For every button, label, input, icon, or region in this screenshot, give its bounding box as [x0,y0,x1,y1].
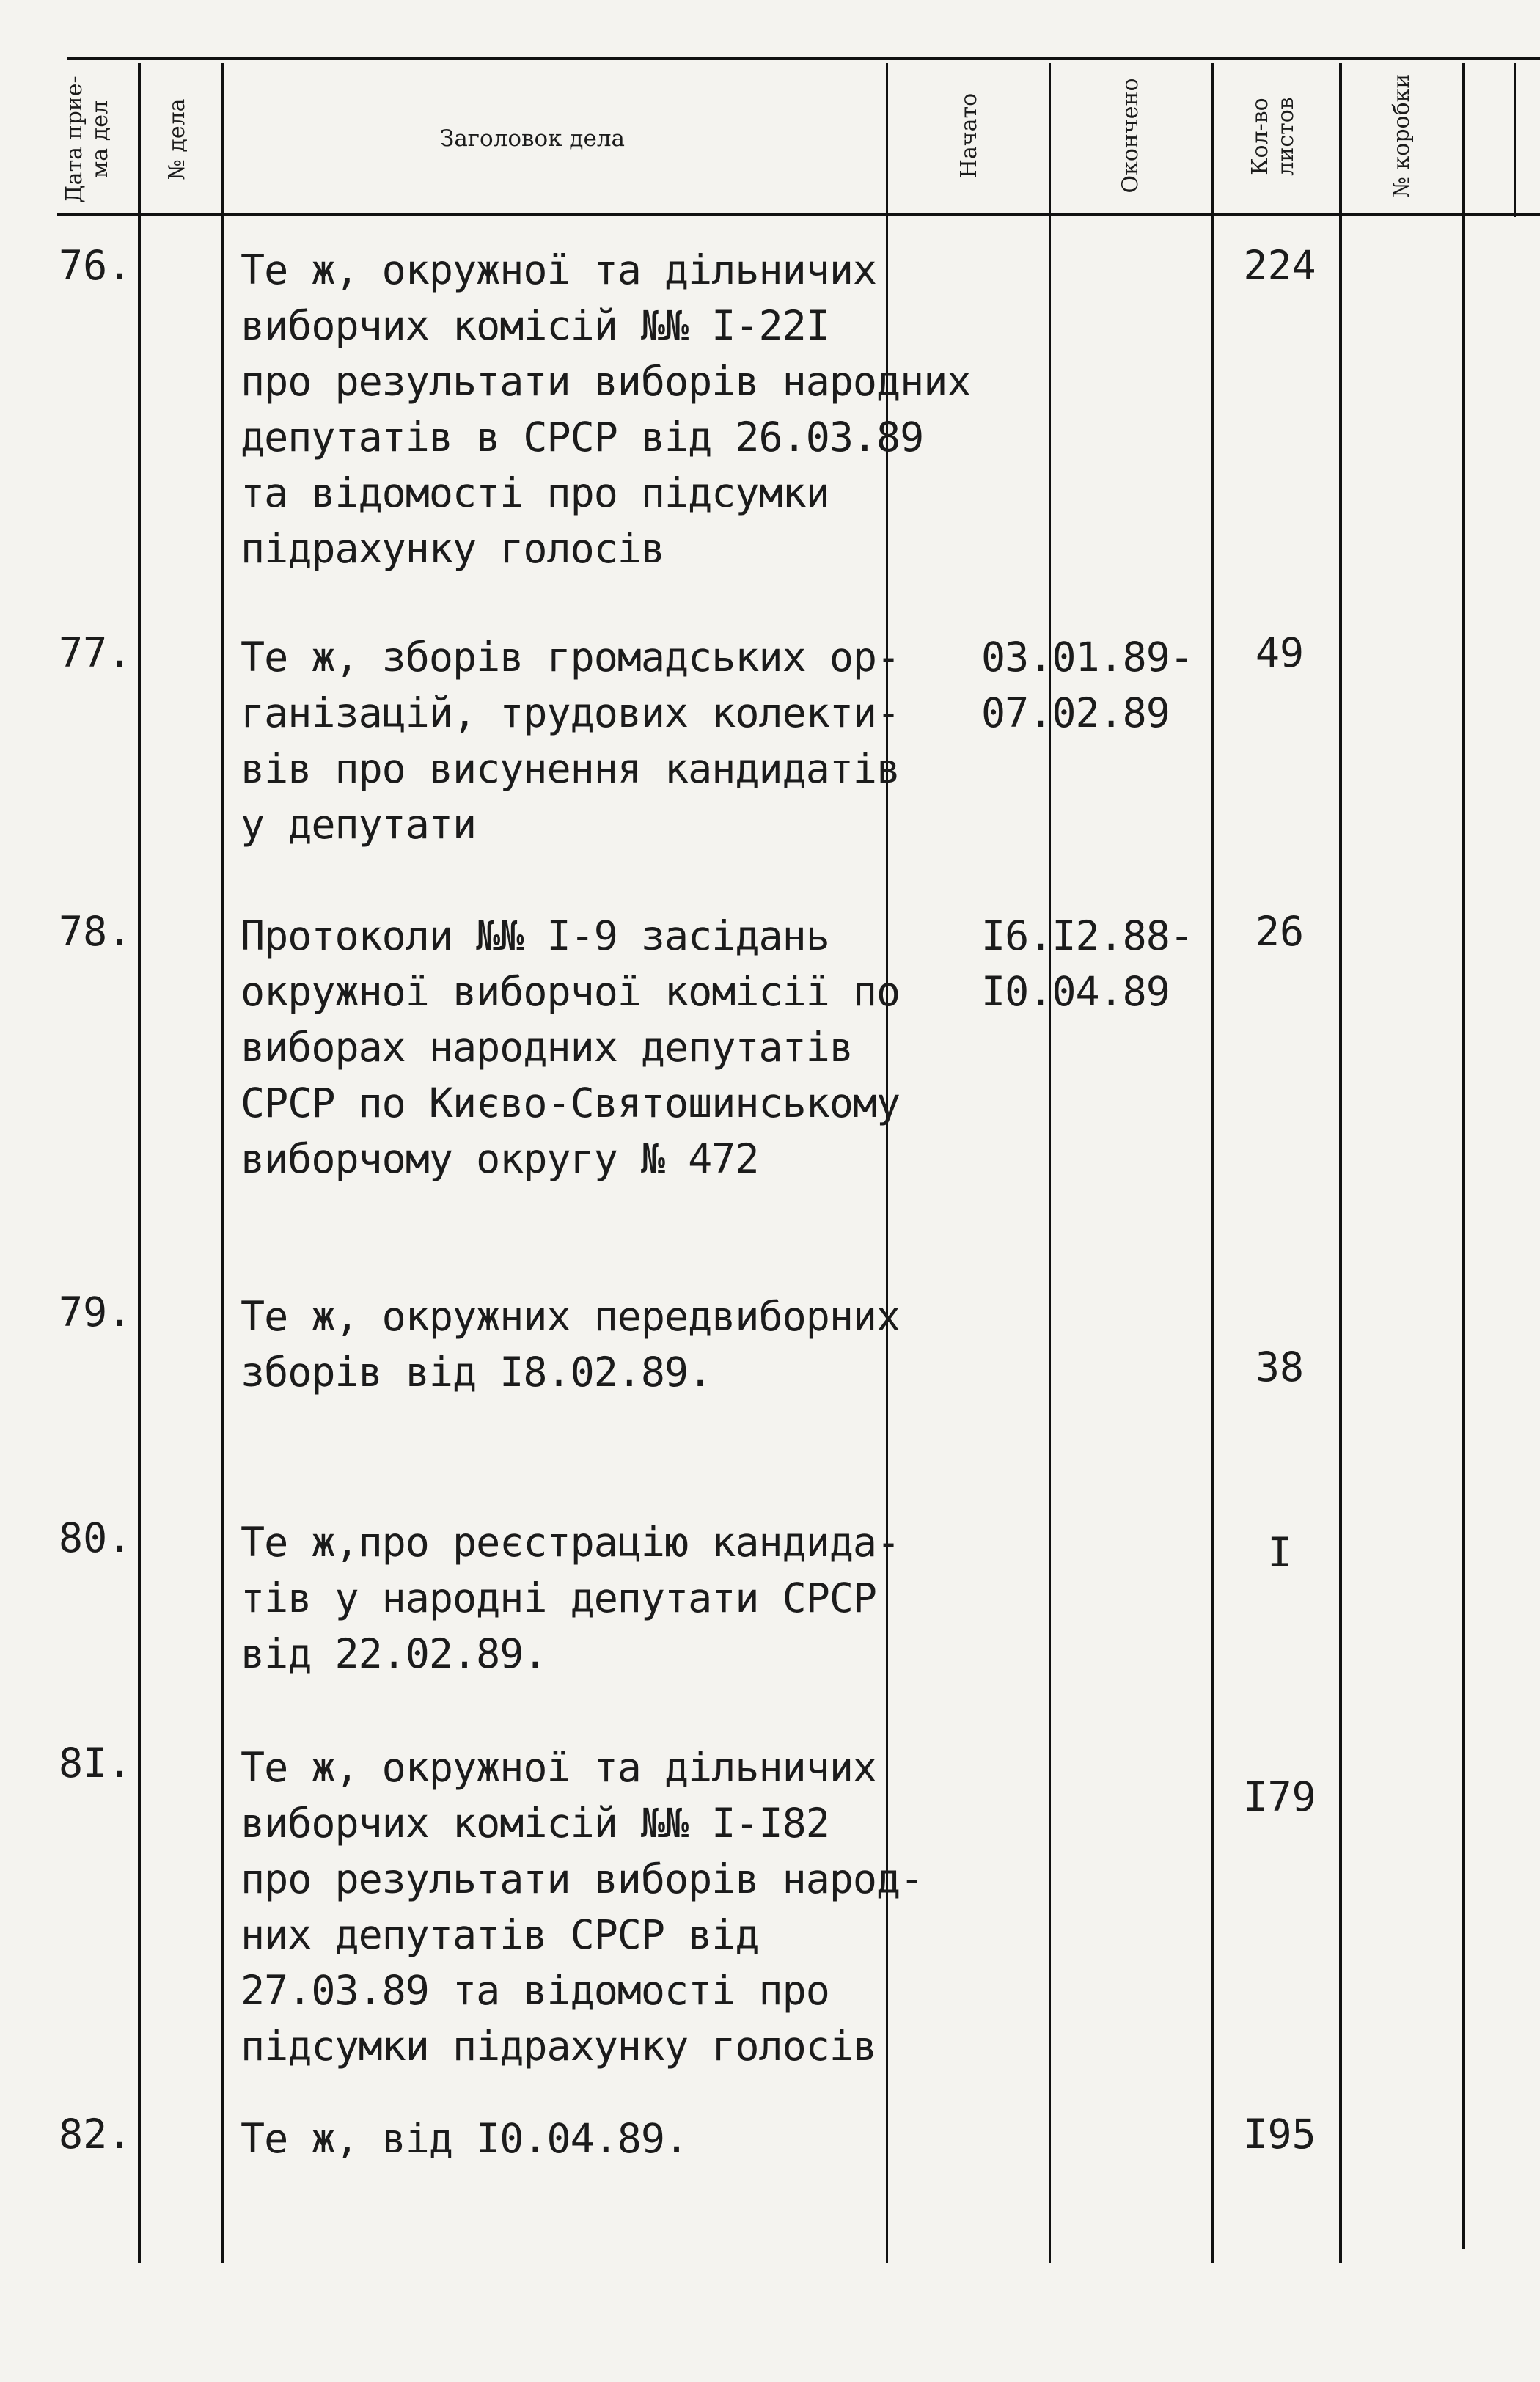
header-finished-label: Окончено [1118,78,1143,194]
row-79-number: 79. [59,1289,132,1335]
header-top-rule [67,57,1540,60]
row-82-title-line: Те ж, від І0.04.89. [241,2115,689,2162]
row-77-date-start: 03.01.89- [981,634,1194,681]
row-78-number: 78. [59,908,132,955]
header-case-number-label: № дела [164,98,190,180]
row-78-title-line: СРСР по Києво-Святошинському [241,1080,901,1126]
row-81-title-line: виборчих комісій №№ І-І82 [241,1800,829,1847]
header-date-received-label: Дата прие- ма дел [62,76,113,203]
row-77-sheets: 49 [1255,629,1305,676]
row-78-title-line: окружної виборчої комісії по [241,968,901,1015]
header-sheets-label: Кол-во листов [1247,97,1299,176]
row-77-number: 77. [59,629,132,676]
row-80-title [241,1514,901,1682]
row-77-dates [981,629,1193,741]
row-82-title [241,2111,901,2166]
header-date-received [62,59,121,220]
row-76-sheets: 224 [1243,242,1316,289]
row-79-title [241,1289,901,1400]
header-started-label: Начато [956,92,982,179]
header-sheets [1248,78,1304,195]
col-rule-6 [1339,63,1342,2263]
row-77-date-end: 07.02.89 [981,689,1170,736]
row-82-sheets: І95 [1243,2111,1316,2158]
row-77-title-line: ганізацій, трудових колекти- [241,689,901,736]
row-76-title-line: про результати виборів народних [241,358,971,405]
row-80-title-line: від 22.02.89. [241,1630,547,1677]
row-81-title [241,1740,924,2074]
header-case-title [440,126,625,153]
row-81-number: 8І. [59,1740,132,1786]
row-81-title-line: підсумки підрахунку голосів [241,2023,877,2070]
header-box-number-label: № коробки [1389,73,1415,198]
row-81-title-line: них депутатів СРСР від [241,1911,759,1958]
row-80-title-line: Те ж,про реєстрацію кандида- [241,1519,901,1566]
col-rule-7 [1462,63,1465,2249]
row-78-dates [981,908,1193,1019]
row-76-title-line: підрахунку голосів [241,525,665,572]
row-76-title [241,242,971,576]
header-box-number [1390,73,1419,198]
row-76-title-line: виборчих комісій №№ І-22І [241,302,829,349]
col-rule-4 [1049,63,1051,2263]
header-case-number [165,81,194,198]
row-81-title-line: Те ж, окружної та дільничих [241,1744,877,1791]
row-77-title-line: у депутати [241,801,477,848]
row-76-title-line: депутатів в СРСР від 26.03.89 [241,414,924,461]
row-79-sheets: 38 [1255,1344,1305,1390]
header-bottom-rule [57,213,1540,216]
col-rule-2 [221,63,224,2263]
row-78-date-end: І0.04.89 [981,968,1170,1015]
row-81-title-line: 27.03.89 та відомості про [241,1967,829,2014]
row-79-title-line: зборів від І8.02.89. [241,1349,712,1396]
col-rule-8 [1514,63,1516,217]
row-76-title-line: та відомості про підсумки [241,469,829,516]
col-rule-1 [138,63,141,2263]
row-80-sheets: І [1267,1529,1292,1576]
row-77-title-line: вів про висунення кандидатів [241,745,901,792]
header-started [957,81,986,191]
row-81-sheets: І79 [1243,1773,1316,1820]
row-80-title-line: тів у народні депутати СРСР [241,1575,877,1621]
row-82-number: 82. [59,2111,132,2158]
col-rule-5 [1211,63,1214,2263]
row-79-title-line: Те ж, окружних передвиборних [241,1293,901,1340]
row-80-number: 80. [59,1514,132,1561]
row-76-number: 76. [59,242,132,289]
row-77-title-line: Те ж, зборів громадських ор- [241,634,901,681]
row-76-title-line: Те ж, окружної та дільничих [241,246,877,293]
row-81-title-line: про результати виборів народ- [241,1855,924,1902]
row-78-title-line: виборах народних депутатів [241,1024,853,1071]
row-78-title-line: виборчому округу № 472 [241,1135,759,1182]
row-78-date-start: І6.І2.88- [981,912,1194,959]
header-finished [1118,73,1148,198]
row-78-sheets: 26 [1255,908,1305,955]
row-78-title [241,908,901,1187]
row-77-title [241,629,901,852]
row-78-title-line: Протоколи №№ І-9 засідань [241,912,829,959]
header-case-title-label: Заголовок дела [440,125,626,152]
